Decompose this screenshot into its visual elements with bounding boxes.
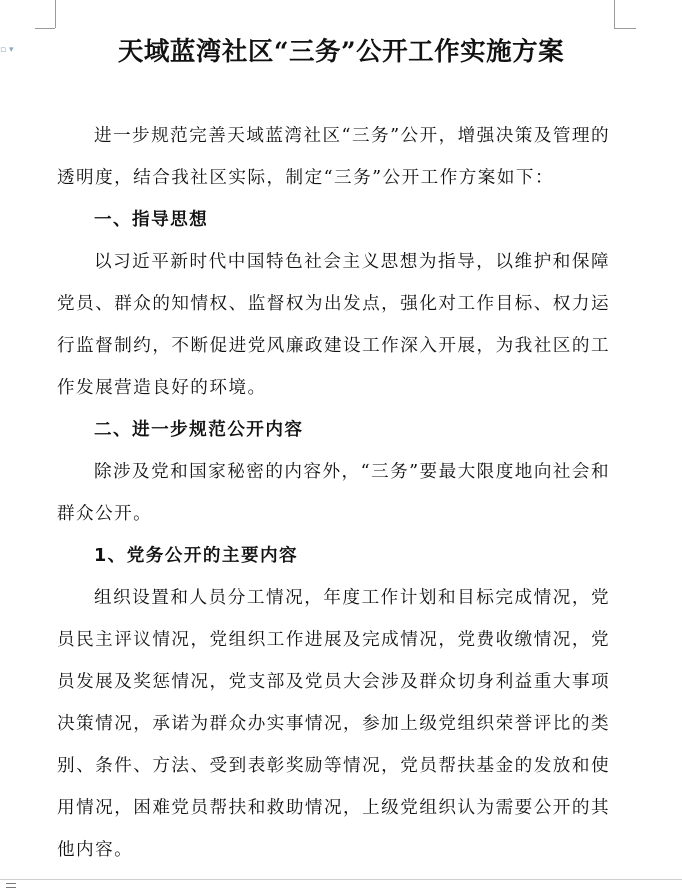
section-heading-guiding-thought: 一、指导思想 — [93, 210, 209, 230]
disclosure-scope-paragraph: 除涉及党和国家秘密的内容外，“三务”要最大限度地向社会和群众公开。 — [57, 462, 610, 524]
page-bottom-divider — [0, 879, 682, 880]
crop-mark-top-left-horizontal — [35, 28, 55, 29]
party-affairs-paragraph: 组织设置和人员分工情况，年度工作计划和目标完成情况，党员民主评议情况，党组织工作进展及完成情况，党费收缴情况，党员发展及奖惩情况，党支部及党员大会涉及群众切身利益重大事项决策情况，承诺为群众办实事情况，参加上级党组织荣誉评比的类别、条件、方法、受到表彰奖励等情况，党员帮扶基金的发放和使用情况，困难党员帮扶和救助情况，上级党组织认为需要公开的其他内容。 — [57, 588, 610, 860]
crop-mark-top-right-horizontal — [614, 28, 636, 29]
intro-paragraph: 进一步规范完善天域蓝湾社区“三务”公开，增强决策及管理的透明度，结合我社区实际，制定“三务”公开工作方案如下： — [57, 126, 610, 188]
section-heading-disclosure-content: 二、进一步规范公开内容 — [93, 420, 304, 440]
document-title: 天域蓝湾社区“三务”公开工作实施方案 — [117, 37, 565, 67]
crop-mark-top-right-vertical — [614, 0, 615, 28]
crop-mark-top-left-vertical — [55, 0, 56, 28]
document-body — [57, 115, 610, 871]
resize-grip-icon[interactable] — [6, 883, 16, 888]
paragraph-marker-icon[interactable]: ▫ ▾ — [0, 45, 14, 55]
subsection-heading-party-affairs: 1、党务公开的主要内容 — [93, 546, 299, 566]
page-bottom-edge — [0, 872, 682, 890]
guiding-thought-paragraph: 以习近平新时代中国特色社会主义思想为指导，以维护和保障党员、群众的知情权、监督权为出发点，强化对工作目标、权力运行监督制约，不断促进党风廉政建设工作深入开展，为我社区的工作发展营造良好的环境。 — [57, 252, 610, 398]
